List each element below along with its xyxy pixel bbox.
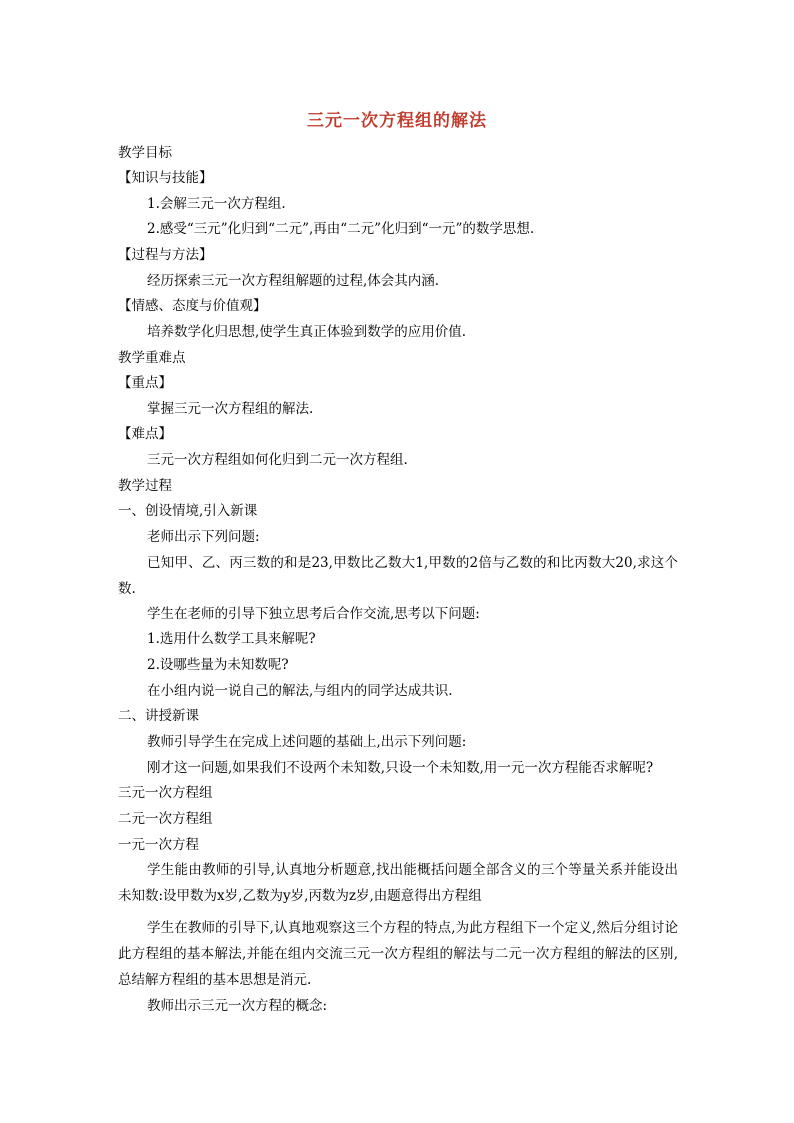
objective-item-1: 1.会解三元一次方程组. — [147, 196, 286, 212]
difficulty-text: 三元一次方程组如何化归到二元一次方程组. — [147, 452, 408, 468]
question-item-1: 1.选用什么数学工具来解呢? — [147, 631, 316, 647]
document-title: 三元一次方程组的解法 — [307, 111, 487, 131]
concept-intro-text: 教师出示三元一次方程的概念: — [147, 998, 328, 1014]
teacher-guidance-text: 教师引导学生在完成上述问题的基础上,出示下列问题: — [147, 734, 467, 750]
group-discussion-text: 在小组内说一说自己的解法,与组内的同学达成共识. — [147, 683, 453, 699]
section-heading-process: 教学过程 — [118, 478, 172, 494]
step-heading-1: 一、创设情境,引入新课 — [118, 503, 258, 519]
problem-paragraph: 已知甲、乙、丙三数的和是23,甲数比乙数大1,甲数的2倍与乙数的和比丙数大20,求这个数. — [118, 555, 678, 597]
diagram-label-three-variable: 三元一次方程组 — [118, 785, 213, 801]
objective-item-2: 2.感受“三元”化归到“二元”,再由“二元”化归到“一元”的数学思想. — [147, 221, 535, 237]
section-heading-objectives: 教学目标 — [118, 145, 172, 161]
subheading-key-point: 【重点】 — [118, 375, 172, 391]
subheading-process-method: 【过程与方法】 — [118, 247, 213, 263]
step-1-intro: 老师出示下列问题: — [147, 529, 260, 545]
subheading-difficulty: 【难点】 — [118, 426, 172, 442]
step-heading-2: 二、讲授新课 — [118, 708, 199, 724]
diagram-label-one-variable: 一元一次方程 — [118, 837, 199, 853]
diagram-label-two-variable: 二元一次方程组 — [118, 811, 213, 827]
section-heading-key-points: 教学重难点 — [118, 350, 186, 366]
question-item-2: 2.设哪些量为未知数呢? — [147, 657, 289, 673]
process-method-text: 经历探索三元一次方程组解题的过程,体会其内涵. — [147, 273, 440, 289]
analysis-paragraph: 学生能由教师的引导,认真地分析题意,找出能概括问题全部含义的三个等量关系并能设出未知数:设甲数为x岁,乙数为y岁,丙数为z岁,由题意得出方程组 — [118, 862, 678, 904]
subheading-knowledge-skills: 【知识与技能】 — [118, 170, 213, 186]
subheading-attitude-values: 【情感、态度与价值观】 — [118, 298, 267, 314]
question-single-unknown: 刚才这一问题,如果我们不设两个未知数,只设一个未知数,用一元一次方程能否求解呢? — [147, 760, 654, 776]
key-point-text: 掌握三元一次方程组的解法. — [147, 401, 314, 417]
attitude-values-text: 培养数学化归思想,使学生真正体验到数学的应用价值. — [147, 324, 467, 340]
student-thinking-text: 学生在老师的引导下独立思考后合作交流,思考以下问题: — [147, 606, 480, 622]
definition-discussion-paragraph: 学生在教师的引导下,认真地观察这三个方程的特点,为此方程组下一个定义,然后分组讨论此方程组的基本解法,并能在组内交流三元一次方程组的解法与二元一次方程组的解法的区别,总结解方程组的基本思想是消元. — [118, 920, 678, 988]
